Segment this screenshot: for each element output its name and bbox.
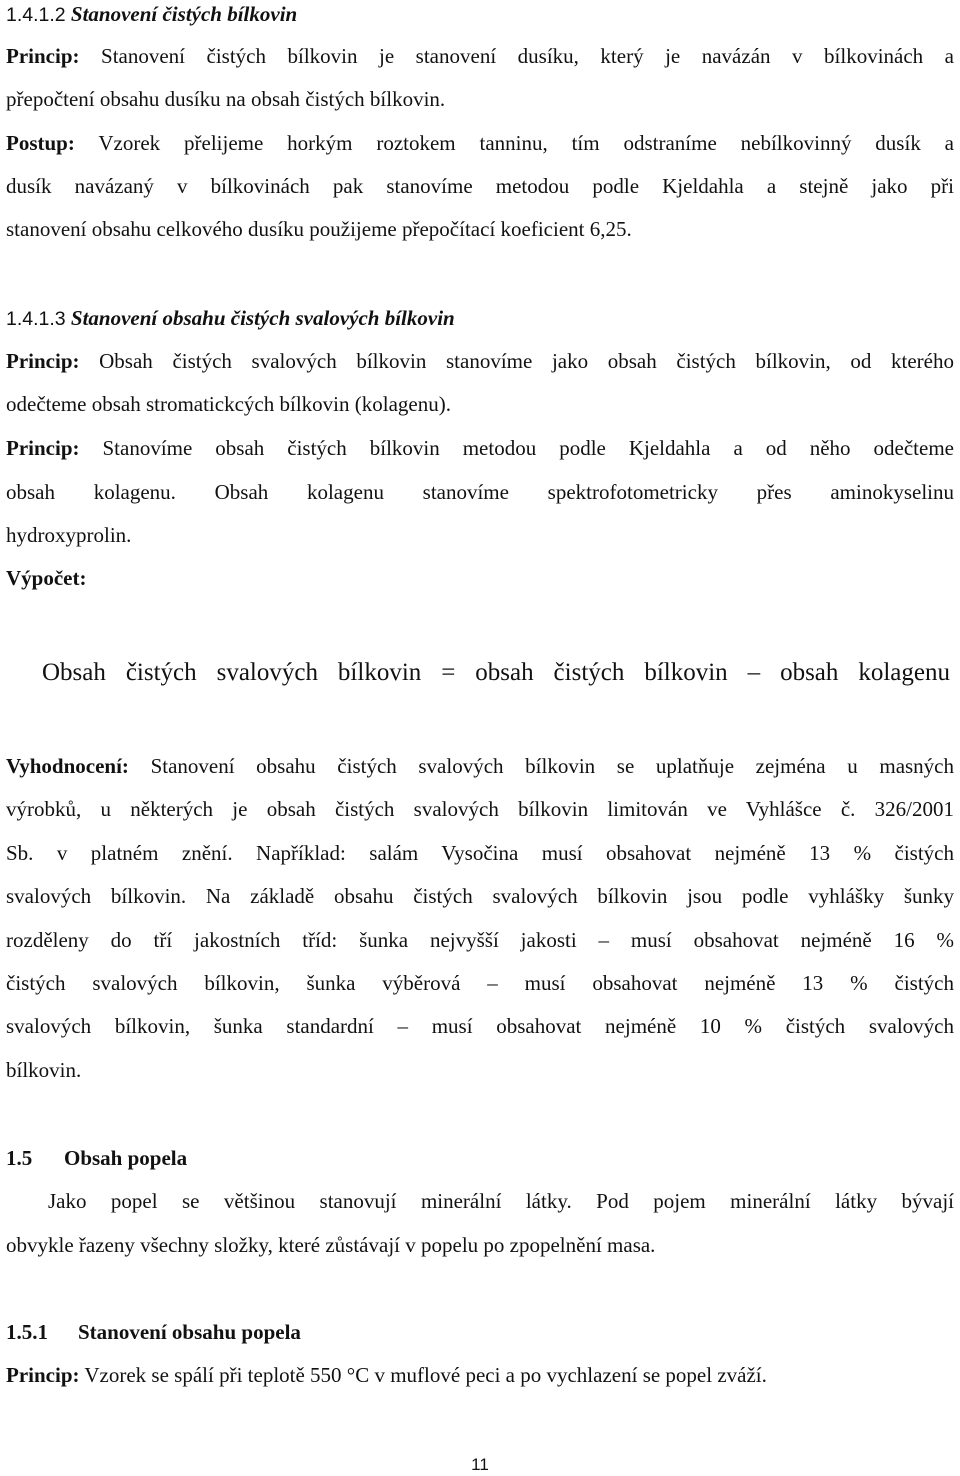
paragraph-text: přepočtení obsahu dusíku na obsah čistých bílkovin. — [6, 87, 446, 111]
evaluation-label: Vyhodnocení: — [6, 754, 129, 778]
paragraph-line — [6, 752, 954, 780]
paragraph-text: hydroxyprolin. — [6, 523, 132, 547]
principle-label: Princip: — [6, 44, 80, 68]
paragraph-line — [6, 926, 954, 954]
paragraph-text: obsah kolagenu. Obsah kolagenu stanovíme spektrofotometricky přes aminokyselinu — [6, 480, 954, 504]
paragraph-line — [6, 85, 954, 113]
calculation-label-line — [6, 564, 954, 592]
paragraph-line — [6, 42, 954, 70]
paragraph-line — [6, 215, 954, 243]
page-number: 11 — [471, 1455, 489, 1474]
paragraph-text: čistých svalových bílkovin, šunka výběrová – musí obsahovat nejméně 13 % čistých — [6, 971, 954, 995]
section-title: Stanovení obsahu popela — [78, 1320, 301, 1344]
section-heading-1-5 — [6, 1144, 954, 1172]
paragraph-line — [6, 521, 954, 549]
paragraph-line — [6, 1361, 954, 1389]
paragraph-text: obvykle řazeny všechny složky, které zůstávají v popelu po zpopelnění masa. — [6, 1233, 656, 1257]
paragraph-line — [6, 347, 954, 375]
paragraph-line — [48, 1187, 954, 1215]
paragraph-line — [6, 1231, 954, 1259]
paragraph-text: Obsah čistých svalových bílkovin stanovíme jako obsah čistých bílkovin, od kterého — [99, 349, 954, 373]
paragraph-line — [6, 434, 954, 462]
paragraph-text: Vzorek přelijeme horkým roztokem tanninu, tím odstraníme nebílkovinný dusík a — [98, 131, 954, 155]
paragraph-line — [6, 795, 954, 823]
paragraph-line — [6, 172, 954, 200]
paragraph-line — [6, 839, 954, 867]
principle-label: Princip: — [6, 349, 80, 373]
calculation-label: Výpočet: — [6, 566, 87, 590]
paragraph-text: svalových bílkovin. Na základě obsahu čistých svalových bílkovin jsou podle vyhlášky šunky — [6, 884, 954, 908]
section-number: 1.5.1 — [6, 1320, 48, 1344]
paragraph-line — [6, 478, 954, 506]
paragraph-line — [6, 1012, 954, 1040]
section-number: 1.4.1.2 — [6, 4, 66, 26]
principle-label: Princip: — [6, 1363, 80, 1387]
section-heading-1-4-1-2 — [6, 0, 954, 29]
paragraph-line — [6, 969, 954, 997]
paragraph-text: Stanovení čistých bílkovin je stanovení dusíku, který je navázán v bílkovinách a — [101, 44, 954, 68]
paragraph-text: odečteme obsah stromatickcých bílkovin (kolagenu). — [6, 392, 451, 416]
paragraph-line — [6, 390, 954, 418]
section-title: Stanovení obsahu čistých svalových bílkovin — [70, 306, 455, 330]
paragraph-text: Stanovíme obsah čistých bílkovin metodou podle Kjeldahla a od něho odečteme — [102, 436, 954, 460]
section-number: 1.5 — [6, 1146, 33, 1170]
paragraph-text: dusík navázaný v bílkovinách pak stanovíme metodou podle Kjeldahla a stejně jako při — [6, 174, 954, 198]
paragraph-text: stanovení obsahu celkového dusíku použijeme přepočítací koeficient 6,25. — [6, 217, 632, 241]
paragraph-line — [6, 882, 954, 910]
paragraph-text: rozděleny do tří jakostních tříd: šunka nejvyšší jakosti – musí obsahovat nejméně 16 % — [6, 928, 954, 952]
section-heading-1-5-1 — [6, 1318, 954, 1346]
paragraph-line — [6, 1056, 954, 1084]
section-title: Stanovení čistých bílkovin — [70, 2, 298, 26]
paragraph-text: Sb. v platném znění. Například: salám Vysočina musí obsahovat nejméně 13 % čistých — [6, 841, 954, 865]
section-number: 1.4.1.3 — [6, 308, 66, 330]
procedure-label: Postup: — [6, 131, 75, 155]
principle-label: Princip: — [6, 436, 80, 460]
section-title: Obsah popela — [64, 1146, 188, 1170]
calculation-formula: Obsah čistých svalových bílkovin = obsah čistých bílkovin – obsah kolagenu — [42, 659, 950, 686]
paragraph-line — [6, 129, 954, 157]
paragraph-text: bílkovin. — [6, 1058, 82, 1082]
section-heading-1-4-1-3 — [6, 304, 954, 333]
paragraph-text: Jako popel se většinou stanovují minerální látky. Pod pojem minerální látky bývají — [48, 1189, 954, 1213]
paragraph-text: Vzorek se spálí při teplotě 550 °C v muflové peci a po vychlazení se popel zváží. — [84, 1363, 767, 1387]
paragraph-text: Stanovení obsahu čistých svalových bílkovin se uplatňuje zejména u masných — [150, 754, 955, 778]
paragraph-text: svalových bílkovin, šunka standardní – musí obsahovat nejméně 10 % čistých svalových — [6, 1014, 954, 1038]
paragraph-text: výrobků, u některých je obsah čistých svalových bílkovin limitován ve Vyhlášce č. 326/2001 — [6, 797, 954, 821]
